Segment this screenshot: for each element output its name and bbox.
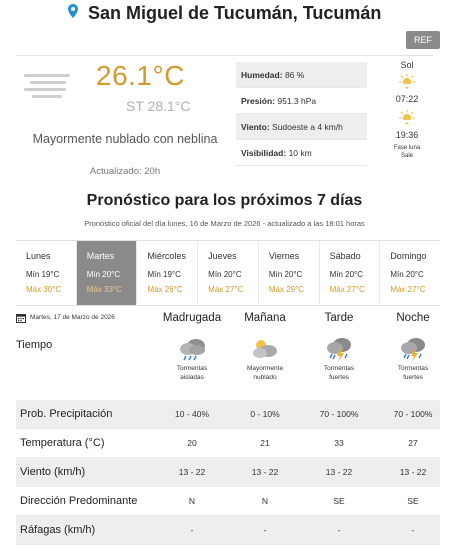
day-min: Mín 20°C [268,270,303,279]
table-row [16,516,440,545]
weather-text-1: Tormentas [323,365,355,372]
weather-noche [373,336,449,382]
day-min: Mín 20°C [86,270,121,279]
day-tab-miercoles[interactable] [137,241,198,305]
day-min: Mín 20°C [329,270,364,279]
row-value: - [411,525,415,535]
sunrise-icon [397,74,417,90]
weather-manana [225,336,305,382]
tiempo-row [16,336,440,398]
forecast-title: Pronóstico para los próximos 7 días [86,192,363,209]
weather-tarde [299,336,379,382]
header-divider [16,55,433,56]
forecast-data-rows [16,400,440,545]
partly-cloudy-night-icon [250,336,280,362]
row-value: 20 [187,438,197,448]
row-value: 13 - 22 [251,467,279,477]
day-min: Mín 20°C [208,270,242,279]
row-value: 13 - 22 [178,467,206,477]
forecast-table-header [16,312,440,332]
weather-text-2: nublado [253,374,277,381]
updated-time: Actualizado: 20h [89,166,161,177]
moon-phase [374,144,440,160]
day-name: Jueves [208,251,237,261]
moon-line-2: Sale [400,153,413,159]
wind-label: Viento: [241,122,270,132]
location-title: San Miguel de Tucumán, Tucumán [88,3,382,23]
table-row [16,429,440,458]
humidity-label: Humedad: [241,70,283,80]
visibility-value: 10 km [288,148,312,158]
row-value: N [188,496,196,506]
sun-label: Sol [400,60,414,70]
sunset-icon [397,110,417,126]
feels-like-temperature: ST 28.1°C [126,98,191,114]
row-value: SE [407,496,419,506]
current-conditions [16,60,234,184]
day-tab-domingo[interactable] [380,241,440,305]
row-value: 0 - 10% [250,409,280,419]
pressure-value: 951.3 hPa [277,96,317,106]
humidity-row [236,62,367,88]
day-min: Mín 19°C [26,270,60,279]
day-max: Máx 33°C [86,285,122,294]
row-value: N [261,496,269,506]
day-max: Máx 27°C [208,285,244,294]
row-value: 70 - 100% [319,409,359,419]
row-value: - [263,525,267,535]
row-value: 70 - 100% [393,409,433,419]
row-value: 10 - 40% [174,409,210,419]
day-max: Máx 27°C [390,285,426,294]
weather-text-2: fuertes [329,374,349,381]
table-row [16,458,440,487]
row-label: Prob. Precipitación [20,408,113,420]
row-value: 13 - 22 [399,467,427,477]
table-date: Martes, 17 de Marzo de 2026 [30,314,115,321]
cloud-rain-icon [177,336,207,362]
table-row [16,400,440,429]
day-max: Máx 29°C [268,285,305,294]
day-name: Martes [86,251,115,261]
sunset-time: 19:36 [395,130,419,140]
day-name: Lunes [26,251,51,261]
table-row [16,487,440,516]
ref-button[interactable]: REF [406,31,440,49]
row-value: - [190,525,194,535]
day-name: Miércoles [147,251,186,261]
visibility-row [236,140,367,166]
weather-madrugada [152,336,232,382]
day-name: Domingo [390,251,427,261]
current-temperature: 26.1°C [96,60,185,91]
day-tab-sabado[interactable] [320,241,381,305]
period-madrugada: Madrugada [162,312,222,324]
moon-line-1: Fase luna [393,145,421,151]
calendar-icon [16,313,26,323]
wind-value: Sudoeste a 4 km/h [272,122,343,132]
day-max: Máx 30°C [26,285,62,294]
visibility-label: Visibilidad: [241,148,287,158]
day-tab-viernes[interactable] [259,241,320,305]
period-tarde: Tarde [324,312,354,324]
day-tab-jueves[interactable] [198,241,259,305]
day-selector [16,240,440,306]
weather-text-1: Tormentas [176,365,208,372]
row-value: 33 [334,438,344,448]
day-tab-martes[interactable] [77,241,138,305]
row-label: Ráfagas (km/h) [20,524,96,536]
wind-row [236,114,367,140]
day-min: Mín 19°C [147,270,181,279]
forecast-subtitle: Pronóstico oficial del día lunes, 16 de Marzo de 2026 - actualizado a las 18:01 horas [84,219,365,228]
current-details [236,62,367,166]
weather-text-1: Mayormente [246,365,284,372]
sunrise-time: 07:22 [395,94,419,104]
location-pin-icon [68,4,78,23]
row-value: 13 - 22 [325,467,353,477]
thunderstorm-icon [398,336,428,362]
row-label: Viento (km/h) [20,466,86,478]
current-condition: Mayormente nublado con neblina [32,132,218,146]
tiempo-label: Tiempo [16,339,53,351]
location-header [0,0,449,28]
row-value: SE [333,496,345,506]
weather-text-1: Tormentas [397,365,429,372]
row-label: Dirección Predominante [20,495,138,507]
row-label: Temperatura (°C) [20,437,105,449]
row-value: - [337,525,341,535]
humidity-value: 86 % [284,70,305,80]
thunderstorm-icon [324,336,354,362]
pressure-label: Presión: [241,96,276,106]
day-min: Mín 20°C [390,270,424,279]
weather-text-2: fuertes [403,374,423,381]
sun-panel [374,60,440,160]
weather-text-2: aisladas [180,374,204,381]
day-tab-lunes[interactable] [16,241,77,305]
period-manana: Mañana [244,312,286,324]
pressure-row [236,88,367,114]
row-value: 27 [408,438,418,448]
fog-cloud-icon [24,74,70,102]
row-value: 21 [260,438,270,448]
day-max: Máx 27°C [329,285,365,294]
day-name: Viernes [268,251,300,261]
period-noche: Noche [396,312,430,324]
day-max: Máx 26°C [147,285,183,294]
day-name: Sábado [329,251,361,261]
